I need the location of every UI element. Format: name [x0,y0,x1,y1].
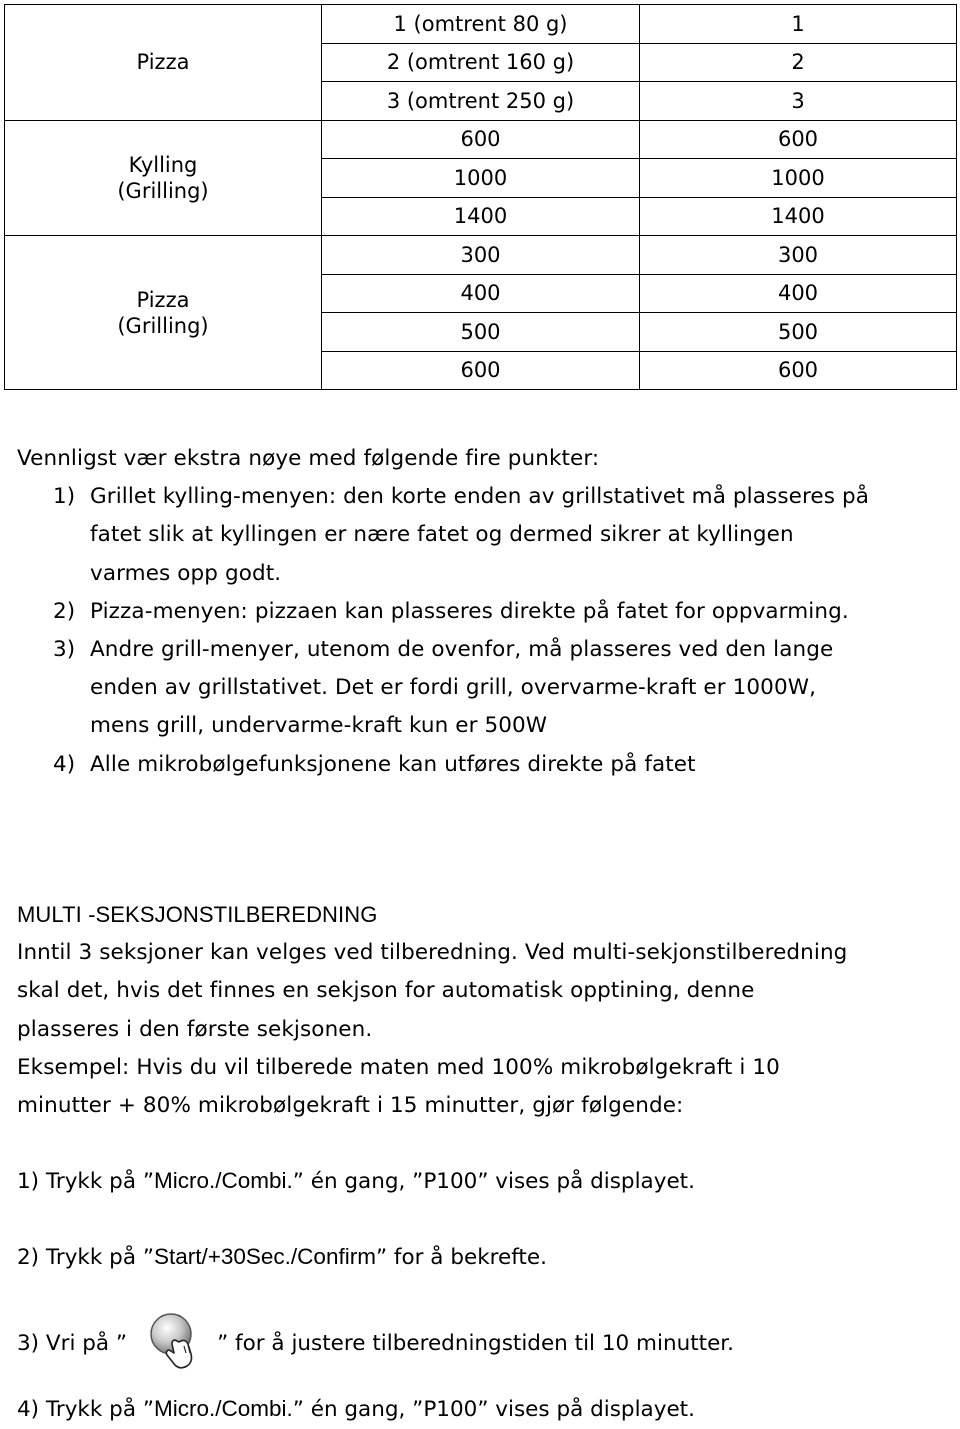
step-text: 3) Vri på ” [17,1331,128,1356]
section-line: skal det, hvis det finnes en sekjson for automatisk opptining, denne [17,978,755,1004]
display-cell: 1400 [640,197,957,236]
note-item [17,478,954,593]
display-cell: 2 [640,43,957,82]
weight-cell: 500 [322,313,640,352]
weight-cell: 600 [322,120,640,159]
weight-cell: 1000 [322,159,640,198]
weight-cell: 300 [322,236,640,275]
note-line: varmes opp godt. [90,560,282,586]
step-text: ” én gang, ”P100” vises på displayet. [292,1169,695,1194]
step-text: 1) Trykk på ” [17,1169,154,1194]
note-line: Pizza-menyen: pizzaen kan plasseres direkte på fatet for oppvarming. [90,598,849,624]
note-line: fatet slik at kyllingen er nære fatet og dermed sikrer at kyllingen [90,522,794,548]
note-line: Alle mikrobølgefunksjonene kan utføres direkte på fatet [90,751,696,777]
display-cell: 300 [640,236,957,275]
weight-cell: 3 (omtrent 250 g) [322,82,640,121]
note-item [17,746,954,784]
note-number: 1) [53,484,76,510]
note-line: Andre grill-menyer, utenom de ovenfor, må plasseres ved den lange [90,637,834,663]
note-item [17,631,954,746]
step-text: ” én gang, ”P100” vises på displayet. [292,1397,695,1422]
note-line: Grillet kylling-menyen: den korte enden av grillstativet må plasseres på [90,484,870,510]
step-3 [17,1314,734,1374]
weight-cell: 1400 [322,197,640,236]
table-row [5,120,957,159]
step-text: ” for å bekrefte. [375,1245,547,1270]
section-line: Eksempel: Hvis du vil tilberede maten med 100% mikrobølgekraft i 10 [17,1054,780,1080]
step-4 [17,1390,695,1429]
key-label: Micro./Combi. [153,1168,293,1193]
step-text: 4) Trykk på ” [17,1397,154,1422]
menu-name-cell [5,120,322,236]
display-cell: 3 [640,82,957,121]
note-number: 3) [53,637,76,663]
auto-menu-table [4,4,957,390]
section-line: plasseres i den første sekjsonen. [17,1016,373,1042]
note-number: 2) [53,598,76,624]
key-label: Start/+30Sec./Confirm [153,1244,376,1269]
menu-name-sub: (Grilling) [117,313,209,338]
step-text: 2) Trykk på ” [17,1245,154,1270]
menu-name: Pizza [136,287,190,312]
step-2 [17,1238,547,1277]
display-cell: 600 [640,120,957,159]
note-line: enden av grillstativet. Det er fordi grill, overvarme-kraft er 1000W, [90,675,817,701]
display-cell: 1000 [640,159,957,198]
menu-name: Kylling [128,152,198,177]
weight-cell: 600 [322,351,640,390]
notes-intro: Vennligst vær ekstra nøye med følgende fire punkter: [17,446,600,471]
dial-knob-with-hand-icon [127,1308,217,1368]
section-line: Inntil 3 seksjoner kan velges ved tilberedning. Ved multi-sekjonstilberedning [17,940,848,966]
display-cell: 600 [640,351,957,390]
multi-section-block [17,896,954,1125]
display-cell: 1 [640,5,957,44]
menu-name-cell [5,236,322,390]
menu-name: Pizza [136,50,190,75]
key-label: Micro./Combi. [153,1396,293,1421]
section-line: minutter + 80% mikrobølgekraft i 15 minutter, gjør følgende: [17,1093,684,1119]
table-row [5,236,957,275]
menu-name-cell [5,5,322,121]
display-cell: 400 [640,274,957,313]
note-number: 4) [53,751,76,777]
notes-block [17,440,954,784]
weight-cell: 2 (omtrent 160 g) [322,43,640,82]
note-line: mens grill, undervarme-kraft kun er 500W [90,713,548,739]
section-heading: MULTI -SEKSJONSTILBEREDNING [17,902,378,927]
weight-cell: 1 (omtrent 80 g) [322,5,640,44]
menu-name-sub: (Grilling) [117,178,209,203]
step-text: ” for å justere tilberedningstiden til 10 minutter. [217,1331,734,1356]
display-cell: 500 [640,313,957,352]
table-row [5,5,957,44]
note-item [17,593,954,631]
step-1 [17,1162,695,1201]
weight-cell: 400 [322,274,640,313]
